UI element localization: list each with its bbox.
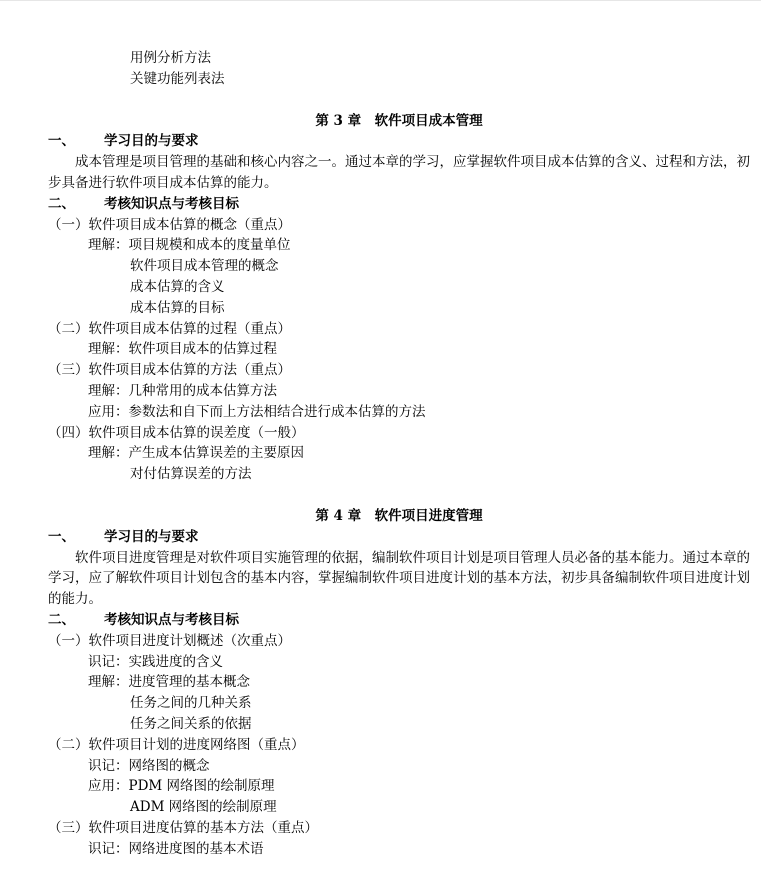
list-item: 识记：实践进度的含义 (88, 653, 223, 670)
list-item: ADM 网络图的绘制原理 (130, 799, 277, 816)
list-item: 用例分析方法 (130, 50, 211, 66)
section-number: 二、 (48, 195, 75, 212)
section-title: 学习目的与要求 (104, 133, 199, 150)
chapter3-section1-paragraph: 成本管理是项目管理的基础和核心内容之一。通过本章的学习，应掌握软件项目成本估算的含义、过程和方法，初步具备进行软件项目成本估算的能力。 (48, 154, 750, 191)
list-item: 识记：网络进度图的基本术语 (88, 840, 264, 857)
list-item: 成本估算的含义 (130, 278, 225, 295)
list-item: 任务之间关系的依据 (130, 715, 252, 732)
list-item: 理解：软件项目成本的估算过程 (88, 341, 277, 358)
list-item: （二）软件项目成本估算的过程（重点） (48, 320, 291, 337)
chapter3-title: 第 3 章 软件项目成本管理 (315, 112, 483, 129)
top-border (0, 0, 761, 1)
list-item: （一）软件项目进度计划概述（次重点） (48, 632, 291, 649)
list-item: 理解：进度管理的基本概念 (88, 674, 250, 691)
list-item: 任务之间的几种关系 (130, 695, 252, 712)
section-number: 一、 (48, 528, 75, 545)
list-item: 软件项目成本管理的概念 (130, 258, 279, 275)
list-item: 成本估算的目标 (130, 299, 225, 316)
chapter4-section1-paragraph: 软件项目进度管理是对软件项目实施管理的依据，编制软件项目计划是项目管理人员必备的基本能力。通过本章的学习，应了解软件项目计划包含的基本内容，掌握编制软件项目进度计划的基本方法，初步具备编制软件项目进度计划的能力。 (48, 549, 750, 608)
list-item: 理解：项目规模和成本的度量单位 (88, 237, 291, 254)
chapter4-title: 第 4 章 软件项目进度管理 (315, 507, 483, 524)
list-item: 关键功能列表法 (130, 70, 225, 87)
document-page (48, 48, 750, 859)
list-item: （二）软件项目计划的进度网络图（重点） (48, 736, 305, 753)
section-title: 学习目的与要求 (104, 528, 199, 545)
list-item: （三）软件项目进度估算的基本方法（重点） (48, 819, 318, 836)
section-number: 二、 (48, 611, 75, 628)
chapter3-section1-heading (48, 131, 750, 152)
section-title: 考核知识点与考核目标 (104, 611, 239, 628)
chapter3-section2-heading (48, 194, 750, 215)
list-item: 理解：产生成本估算误差的主要原因 (88, 445, 304, 462)
spacer (48, 90, 750, 111)
list-item: 应用：PDM 网络图的绘制原理 (88, 778, 275, 795)
chapter4-section1-heading (48, 527, 750, 548)
spacer (48, 485, 750, 506)
list-item: 对付估算误差的方法 (130, 466, 252, 483)
section-number: 一、 (48, 133, 75, 150)
list-item: 识记：网络图的概念 (88, 757, 210, 774)
chapter4-section2-heading (48, 610, 750, 631)
list-item: 理解：几种常用的成本估算方法 (88, 382, 277, 399)
list-item: （四）软件项目成本估算的误差度（一般） (48, 424, 305, 441)
list-item: （三）软件项目成本估算的方法（重点） (48, 362, 291, 379)
list-item: 应用：参数法和自下而上方法相结合进行成本估算的方法 (88, 403, 426, 420)
list-item: （一）软件项目成本估算的概念（重点） (48, 216, 291, 233)
section-title: 考核知识点与考核目标 (104, 195, 239, 212)
